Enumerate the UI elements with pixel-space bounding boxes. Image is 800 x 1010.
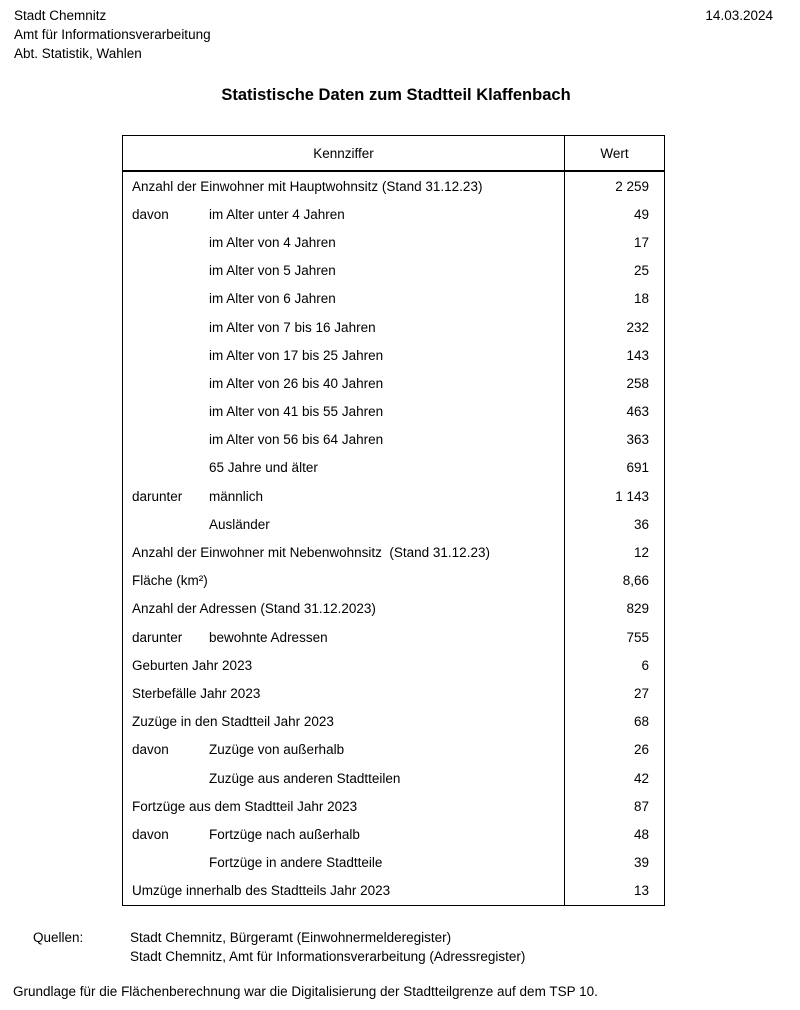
row-label: Zuzüge von außerhalb — [209, 742, 345, 758]
row-value: 48 — [564, 820, 664, 848]
table-row — [123, 679, 664, 707]
row-label: im Alter von 5 Jahren — [209, 263, 336, 279]
row-label: im Alter von 26 bis 40 Jahren — [209, 375, 384, 391]
row-label-cell — [123, 792, 564, 820]
row-value: 12 — [564, 538, 664, 566]
row-label: Fortzüge nach außerhalb — [209, 826, 360, 842]
row-label-cell — [123, 820, 564, 848]
table-row — [123, 792, 664, 820]
table-row — [123, 708, 664, 736]
row-value: 25 — [564, 257, 664, 285]
source-line: Stadt Chemnitz, Bürgeramt (Einwohnermelderegister) — [130, 930, 452, 945]
row-value: 8,66 — [564, 567, 664, 595]
table-row — [123, 877, 664, 905]
row-value: 42 — [564, 764, 664, 792]
row-label: Fortzüge in andere Stadtteile — [209, 855, 383, 871]
row-label-cell — [123, 877, 564, 905]
row-label-cell — [123, 482, 564, 510]
row-value: 755 — [564, 623, 664, 651]
row-value: 232 — [564, 313, 664, 341]
table-row — [123, 764, 664, 792]
row-value: 39 — [564, 849, 664, 877]
row-value: 87 — [564, 792, 664, 820]
table-row — [123, 228, 664, 256]
row-value: 27 — [564, 679, 664, 707]
row-prefix: davon — [132, 826, 169, 842]
row-label-cell — [123, 679, 564, 707]
row-label: Anzahl der Einwohner mit Hauptwohnsitz (Stand 31.12.23) — [132, 178, 483, 194]
row-label: im Alter unter 4 Jahren — [209, 206, 345, 222]
row-label: im Alter von 7 bis 16 Jahren — [209, 319, 376, 335]
row-value: 49 — [564, 200, 664, 228]
table-row — [123, 595, 664, 623]
row-value: 18 — [564, 285, 664, 313]
table-row — [123, 200, 664, 228]
source-line: Stadt Chemnitz, Amt für Informationsverarbeitung (Adressregister) — [130, 949, 526, 964]
row-label-cell — [123, 200, 564, 228]
row-label: Zuzüge aus anderen Stadtteilen — [209, 770, 401, 786]
row-prefix: darunter — [132, 488, 183, 504]
row-label: männlich — [209, 488, 264, 504]
table-row — [123, 313, 664, 341]
row-value: 2 259 — [564, 172, 664, 200]
row-label-cell — [123, 567, 564, 595]
row-prefix: davon — [132, 206, 169, 222]
row-value: 36 — [564, 510, 664, 538]
row-value: 6 — [564, 651, 664, 679]
table-row — [123, 538, 664, 566]
row-label-cell — [123, 454, 564, 482]
row-value: 258 — [564, 369, 664, 397]
table-row — [123, 849, 664, 877]
row-label-cell — [123, 172, 564, 200]
row-value: 26 — [564, 736, 664, 764]
row-label-cell — [123, 228, 564, 256]
row-label-cell — [123, 849, 564, 877]
table-row — [123, 341, 664, 369]
document-date: 14.03.2024 — [705, 8, 773, 23]
row-label-cell — [123, 426, 564, 454]
row-label: im Alter von 6 Jahren — [209, 291, 336, 307]
row-value: 68 — [564, 708, 664, 736]
row-label: Fortzüge aus dem Stadtteil Jahr 2023 — [132, 798, 358, 814]
row-label: im Alter von 56 bis 64 Jahren — [209, 432, 384, 448]
row-value: 363 — [564, 426, 664, 454]
row-label: Umzüge innerhalb des Stadtteils Jahr 2023 — [132, 883, 391, 899]
row-label-cell — [123, 651, 564, 679]
row-label-cell — [123, 341, 564, 369]
row-label-cell — [123, 764, 564, 792]
row-label: Zuzüge in den Stadtteil Jahr 2023 — [132, 714, 334, 730]
row-value: 1 143 — [564, 482, 664, 510]
table-row — [123, 285, 664, 313]
page-title: Statistische Daten zum Stadtteil Klaffenbach — [221, 86, 571, 104]
row-label-cell — [123, 510, 564, 538]
table-row — [123, 510, 664, 538]
table-row — [123, 426, 664, 454]
table-row — [123, 454, 664, 482]
row-label-cell — [123, 595, 564, 623]
row-label-cell — [123, 257, 564, 285]
row-label-cell — [123, 285, 564, 313]
table-row — [123, 369, 664, 397]
row-label: Ausländer — [209, 516, 270, 532]
table-header — [123, 136, 664, 172]
row-value: 13 — [564, 877, 664, 905]
row-label: Anzahl der Adressen (Stand 31.12.2023) — [132, 601, 376, 617]
row-label-cell — [123, 313, 564, 341]
sources — [33, 928, 525, 966]
row-label-cell — [123, 369, 564, 397]
table-row — [123, 623, 664, 651]
table-row — [123, 651, 664, 679]
letterhead-line-1: Stadt Chemnitz — [14, 8, 107, 23]
table-row — [123, 482, 664, 510]
table-row — [123, 736, 664, 764]
row-value: 463 — [564, 398, 664, 426]
letterhead-line-2: Amt für Informationsverarbeitung — [14, 27, 211, 42]
table-row — [123, 398, 664, 426]
row-label-cell — [123, 736, 564, 764]
row-label-cell — [123, 398, 564, 426]
sources-label: Quellen: — [33, 930, 84, 945]
row-value: 691 — [564, 454, 664, 482]
table-row — [123, 257, 664, 285]
row-label: im Alter von 4 Jahren — [209, 234, 336, 250]
table-row — [123, 567, 664, 595]
row-label: Sterbefälle Jahr 2023 — [132, 685, 261, 701]
stats-table — [122, 135, 665, 906]
column-header-kennziffer: Kennziffer — [313, 145, 374, 161]
row-value: 829 — [564, 595, 664, 623]
row-label-cell — [123, 538, 564, 566]
row-label-cell — [123, 708, 564, 736]
table-row — [123, 820, 664, 848]
row-prefix: davon — [132, 742, 169, 758]
row-label: Anzahl der Einwohner mit Nebenwohnsitz (Stand 31.12.23) — [132, 545, 490, 561]
row-label: Geburten Jahr 2023 — [132, 657, 253, 673]
row-value: 143 — [564, 341, 664, 369]
letterhead-line-3: Abt. Statistik, Wahlen — [14, 46, 142, 61]
column-header-wert: Wert — [564, 136, 664, 170]
row-prefix: darunter — [132, 629, 183, 645]
row-label: Fläche (km²) — [132, 573, 208, 589]
letterhead — [14, 6, 211, 63]
row-label: bewohnte Adressen — [209, 629, 328, 645]
sources-list — [130, 928, 525, 966]
row-label: im Alter von 17 bis 25 Jahren — [209, 347, 384, 363]
row-value: 17 — [564, 228, 664, 256]
footnote: Grundlage für die Flächenberechnung war die Digitalisierung der Stadtteilgrenze auf dem TSP 10. — [13, 984, 598, 999]
table-body — [123, 172, 664, 905]
row-label: 65 Jahre und älter — [209, 460, 318, 476]
table-row — [123, 172, 664, 200]
row-label-cell — [123, 623, 564, 651]
row-label: im Alter von 41 bis 55 Jahren — [209, 404, 384, 420]
